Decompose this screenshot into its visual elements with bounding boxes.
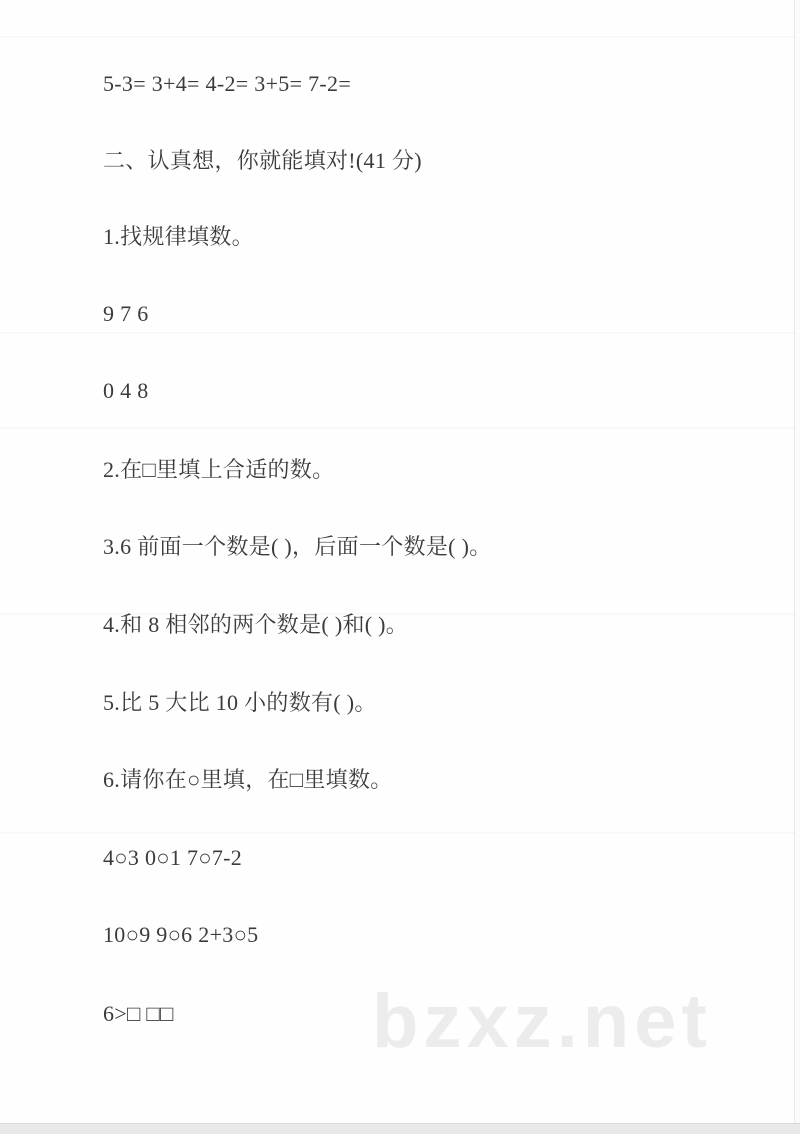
- viewer-background-strip: [0, 1123, 800, 1134]
- compare-row-2: 10○9 9○6 2+3○5: [103, 922, 259, 947]
- page-seam: [0, 36, 800, 38]
- page-seam: [0, 832, 800, 834]
- question-2-label: 2.在□里填上合适的数。: [103, 457, 335, 482]
- page-margin-strip: [795, 0, 800, 1123]
- watermark-text: bzxz.net: [372, 979, 712, 1064]
- page-seam: [0, 332, 800, 334]
- number-sequence-row-1: 9 7 6: [103, 301, 149, 326]
- compare-row-3: 6>□ □□: [103, 1001, 174, 1026]
- question-1-label: 1.找规律填数。: [103, 224, 254, 249]
- question-6-label: 6.请你在○里填，在□里填数。: [103, 767, 393, 792]
- page-seam: [0, 427, 800, 429]
- question-4-label: 4.和 8 相邻的两个数是( )和( )。: [103, 612, 409, 637]
- number-sequence-row-2: 0 4 8: [103, 378, 149, 403]
- page-right-edge: [794, 0, 795, 1123]
- compare-row-1: 4○3 0○1 7○7-2: [103, 845, 243, 870]
- question-5-label: 5.比 5 大比 10 小的数有( )。: [103, 690, 377, 715]
- question-3-label: 3.6 前面一个数是( )，后面一个数是( )。: [103, 534, 492, 559]
- arithmetic-facts-row: 5-3= 3+4= 4-2= 3+5= 7-2=: [103, 71, 352, 96]
- section-2-heading: 二、认真想，你就能填对!(41 分): [103, 148, 422, 173]
